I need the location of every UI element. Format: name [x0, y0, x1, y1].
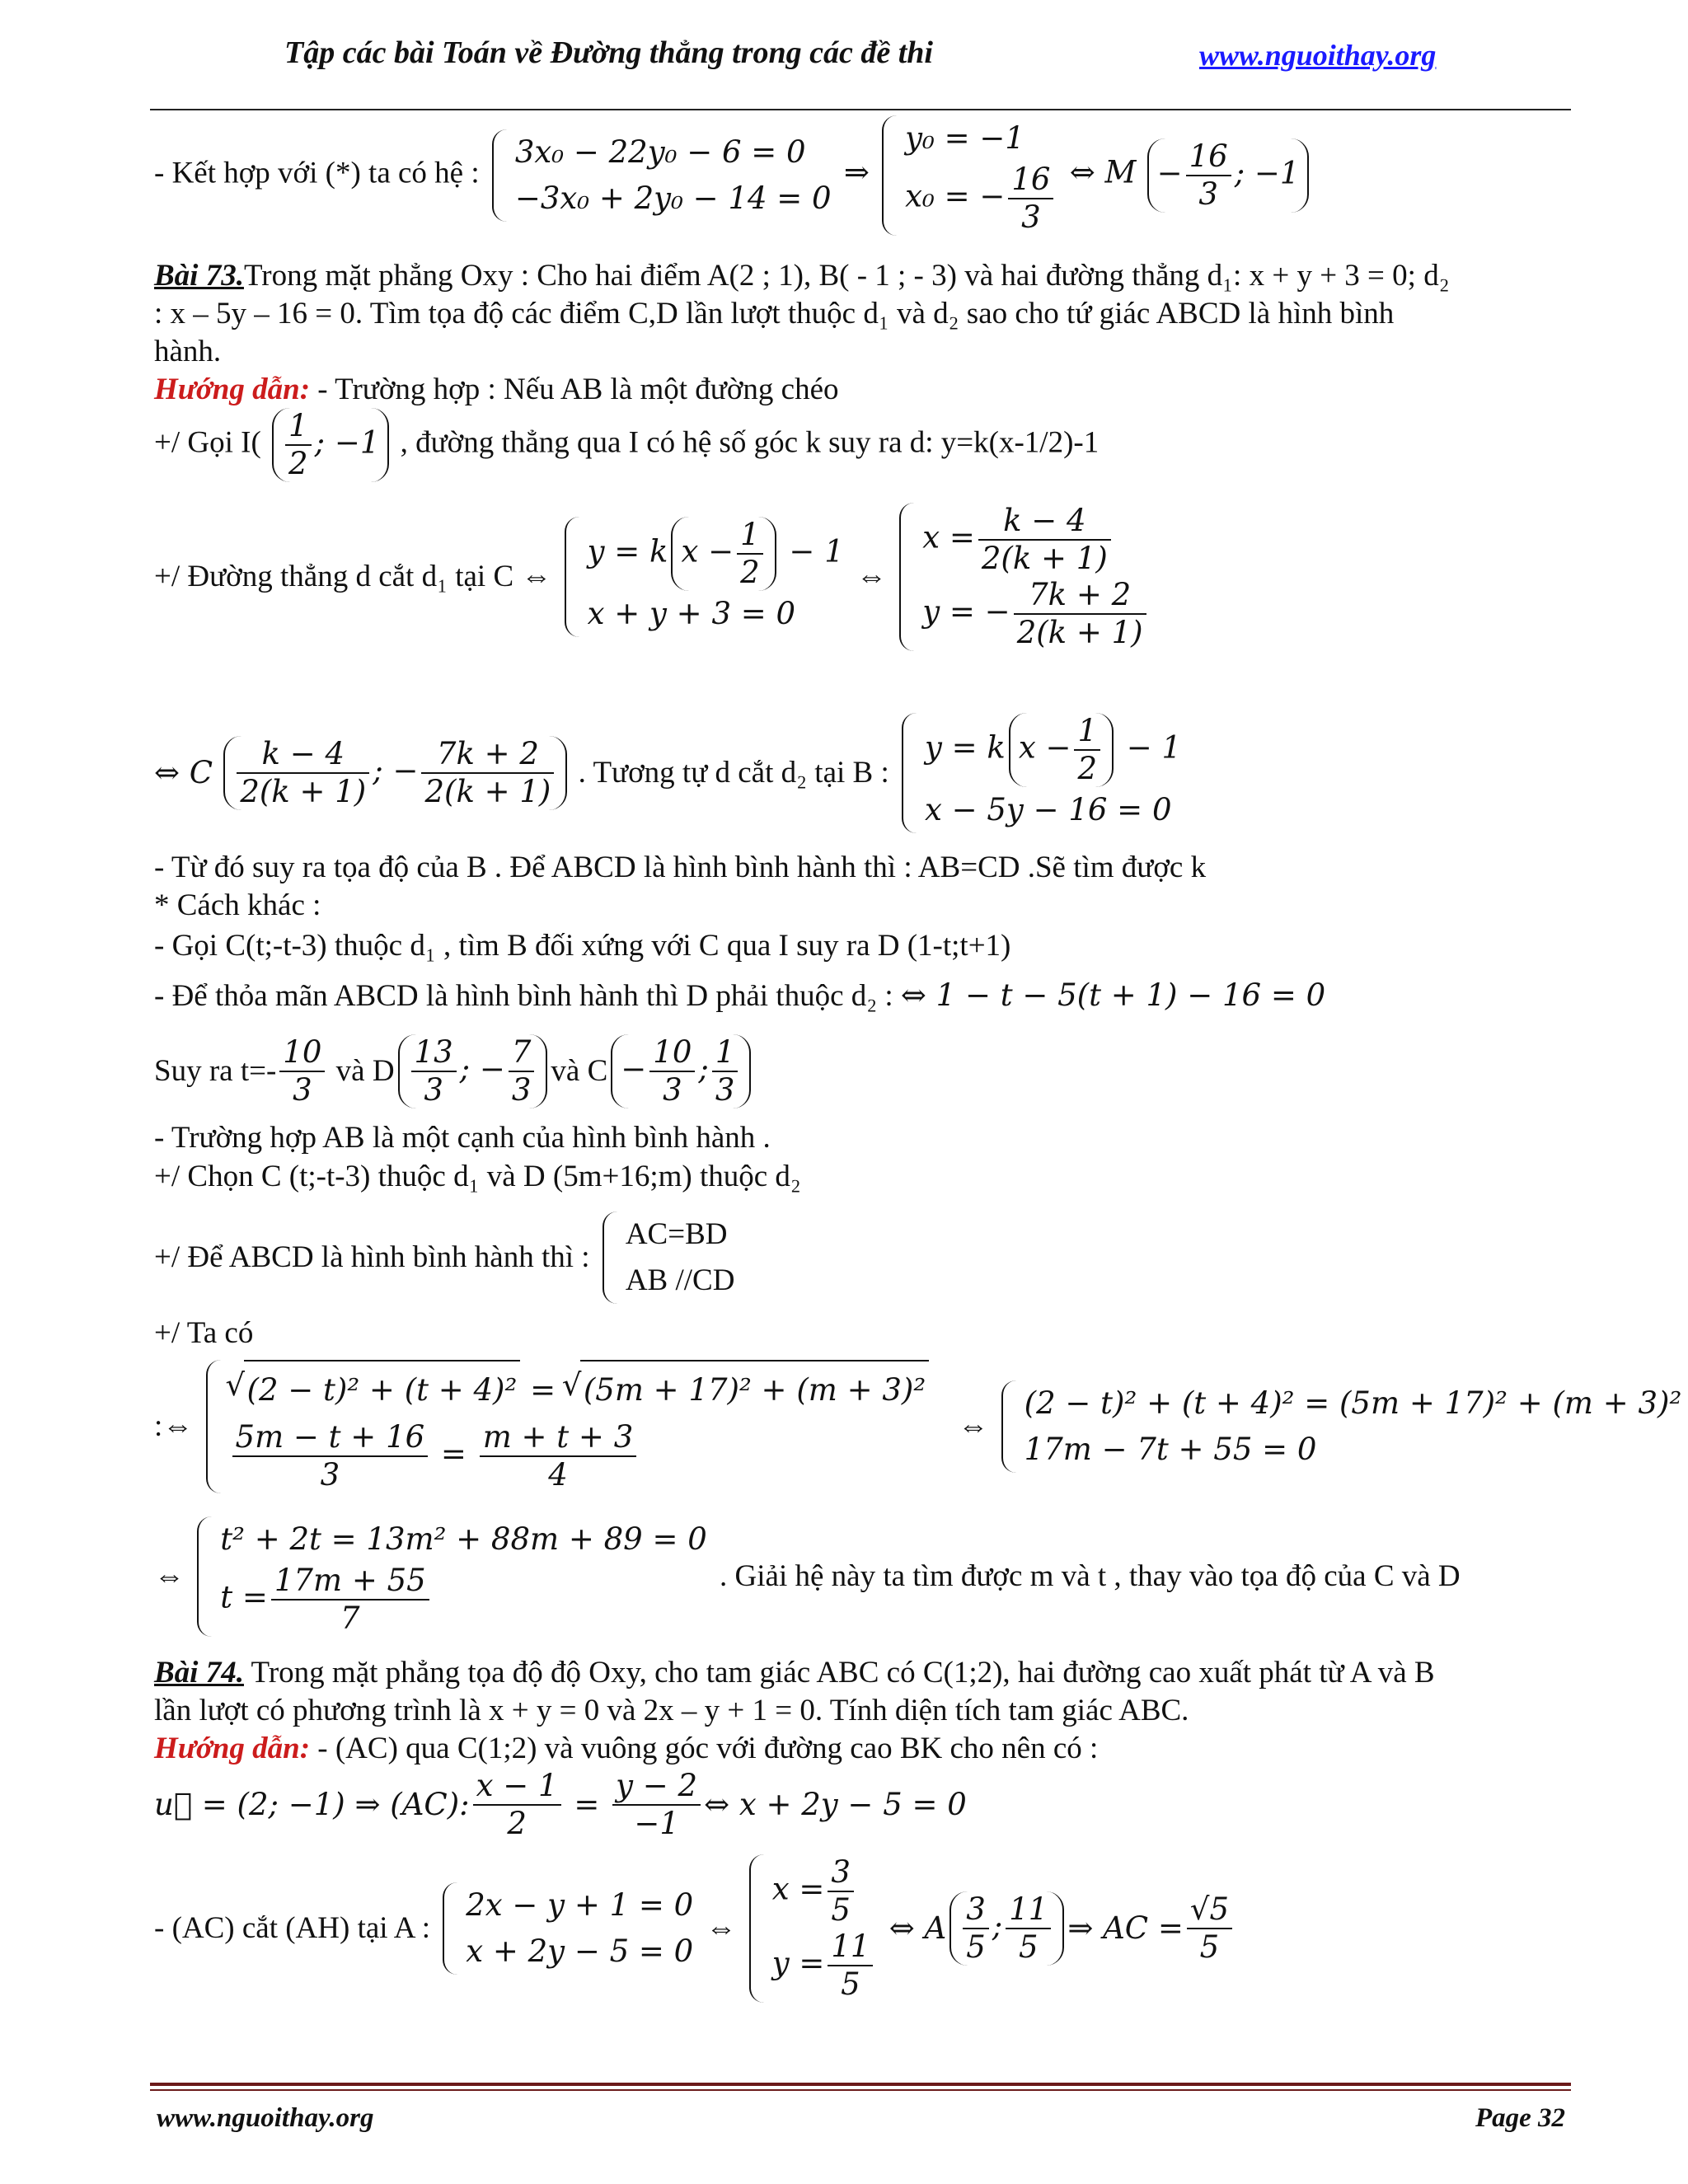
problem-73-line3: hành. [154, 335, 222, 368]
eq: y₀ = −1 [905, 120, 1025, 156]
final-system-line: ⇔ t² + 2t = 13m² + 88m + 89 = 0 t = $\frac{17m + 55}{7}$ . Giải hệ này ta tìm được m và t , thay vào tọa độ của C và D [154, 1516, 1461, 1637]
text-line: - Từ đó suy ra tọa độ của B . Để ABCD là hình bình hành thì : AB=CD .Sẽ tìm được k [154, 851, 1207, 884]
footer-site: www.nguoithay.org [157, 2103, 374, 2133]
text-line: +/ Chọn C (t;-t-3) thuộc d₁ và D (5m+16;m) thuộc d₂ [154, 1160, 801, 1193]
ac-equation-line: u⃗ = (2; −1) ⇒ (AC): $\frac{x - 1}{2}$ = $\frac{y - 2}{-1}$ ⇔ x + 2y − 5 = 0 [154, 1768, 967, 1841]
system [492, 129, 832, 222]
ac-cut-ah-line: - (AC) cắt (AH) tại A : 2x − y + 1 = 0 x + 2y − 5 = 0 ⇔ x = $\frac{3}{5}$ y = $\frac{11}{5}$ ⇔ A $\frac{3}{5}$ ; $\frac{11}{5}$ ⇒ AC = $\frac{√5}{5}$ [154, 1854, 1236, 2003]
point-c-line: ⇔ C $\frac{k - 4}{2(k + 1)}$ ; − $\frac{7k + 2}{2(k + 1)}$ . Tương tự d cắt d₂ tại B : y = k x − $\frac{1}{2}$ − 1 x − 5y − 16 = 0 [154, 713, 1186, 833]
implies: ⇒ [843, 156, 870, 190]
suy-ra-line: Suy ra t=- $\frac{10}{3}$ và D $\frac{13}{3}$ ; − $\frac{7}{3}$ và C − $\frac{10}{3}$ ; $\frac{1}{3}$ [154, 1034, 754, 1108]
hint-74 [154, 1730, 1098, 1768]
num: 16 [1008, 162, 1053, 199]
combine-system-line [154, 115, 1312, 236]
footer-divider [150, 2083, 1571, 2086]
footer-divider-thin [150, 2089, 1571, 2091]
equiv: ⇔ M [1069, 154, 1137, 190]
problem-label: Bài 74. [154, 1656, 244, 1690]
text-line: * Cách khác : [154, 888, 321, 922]
big-system-line: :⇔ √ (2 − t)² + (t + 4)² = √ (5m + 17)² + (m + 3)² $\frac{5m - t + 16}{3}$ = $\frac{m + t + 3}{4}$ ⇔ (2 − t)² + (t + 4)² = (5m + 17)² + (m + 3)² 17m − 7t + 55 = 0 [154, 1360, 1686, 1493]
hint-text: - (AC) qua C(1;2) và vuông góc với đường cao BK cho nên có : [310, 1732, 1099, 1765]
header-site-link[interactable]: www.nguoithay.org [1199, 39, 1437, 72]
page-header [0, 0, 1688, 115]
problem-text: Trong mặt phẳng tọa độ độ Oxy, cho tam giác ABC có C(1;2), hai đường cao xuất phát từ A và B [243, 1656, 1435, 1690]
eq: 3x₀ − 22y₀ − 6 = 0 [514, 134, 806, 170]
header-title: Tập các bài Toán về Đường thẳng trong các đề thi [284, 35, 933, 70]
hint-text: - Trường hợp : Nếu AB là một đường chéo [310, 373, 839, 406]
page-number: Page 32 [1475, 2103, 1566, 2133]
problem-73-line1 [154, 257, 1450, 295]
text-line: - Để thỏa mãn ABCD là hình bình hành thì D phải thuộc d₂ : ⇔ 1 − t − 5(t + 1) − 16 = 0 [154, 977, 1326, 1013]
line-d-cut-d1: +/ Đường thẳng d cắt d₁ tại C ⇔ y = k x − $\frac{1}{2}$ − 1 x + y + 3 = 0 ⇔ x = $\frac{k - 4}{2(k + 1)}$ y = − $\frac{7k + 2}{2(k + 1)}$ [154, 503, 1155, 651]
problem-74-line1 [154, 1654, 1435, 1692]
problem-74-line2: lần lượt có phương trình là x + y = 0 và 2x – y + 1 = 0. Tính diện tích tam giác ABC. [154, 1694, 1189, 1727]
system [882, 115, 1057, 236]
hint-label: Hướng dẫn: [154, 1732, 311, 1765]
call-i-line: +/ Gọi I( $\frac{1}{2}$ ; −1 , đường thẳng qua I có hệ số góc k suy ra d: y=k(x-1/2)-1 [154, 408, 1100, 481]
eq: x₀ = − [905, 178, 1006, 214]
text-line: +/ Ta có [154, 1316, 254, 1350]
text: - Kết hợp với (*) ta có hệ : [154, 156, 480, 190]
text-line: - Trường hợp AB là một cạnh của hình bình hành . [154, 1121, 771, 1155]
hint-73 [154, 371, 839, 409]
point-m: − $\frac{16}{3}$ ; −1 [1147, 138, 1310, 213]
eq: −3x₀ + 2y₀ − 14 = 0 [514, 180, 832, 216]
text-line: - Gọi C(t;-t-3) thuộc d₁ , tìm B đối xứng với C qua I suy ra D (1-t;t+1) [154, 929, 1011, 963]
problem-label: Bài 73. [154, 259, 244, 293]
problem-text: Trong mặt phẳng Oxy : Cho hai điểm A(2 ; 1), B( - 1 ; - 3) và hai đường thẳng d₁: x + y + 3 = 0; d₂ [243, 259, 1450, 293]
hint-label: Hướng dẫn: [154, 373, 311, 406]
den: 3 [1021, 199, 1041, 235]
problem-73-line2: : x – 5y – 16 = 0. Tìm tọa độ các điểm C,D lần lượt thuộc d₁ và d₂ sao cho tứ giác ABCD là hình bình [154, 297, 1395, 330]
header-divider [150, 109, 1571, 110]
condition-line: +/ Để ABCD là hình bình hành thì : AC=BD AB //CD [154, 1212, 739, 1304]
